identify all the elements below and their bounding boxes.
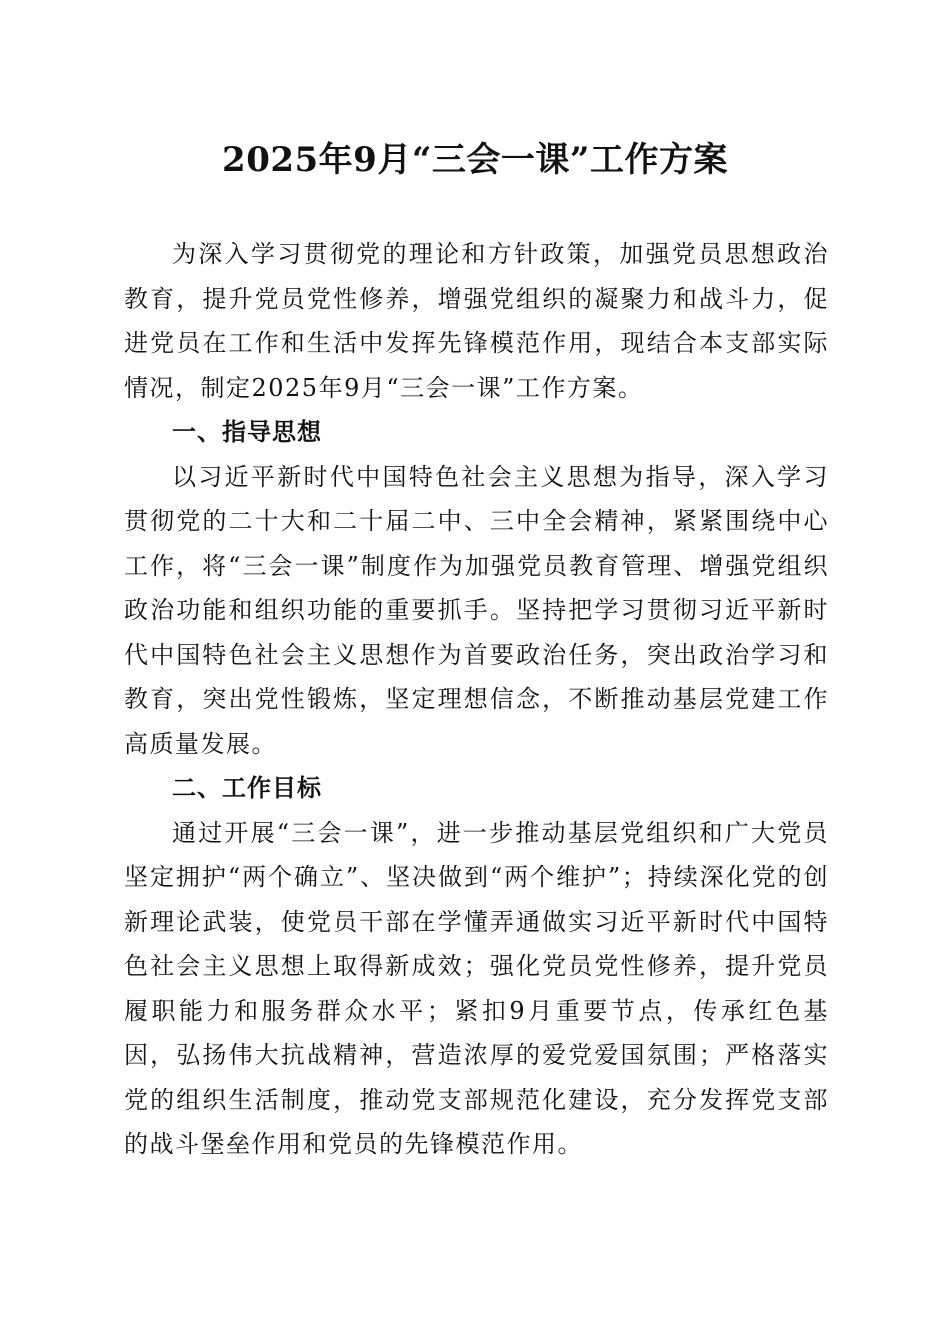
document-title: 2025年9月“三会一课”工作方案	[222, 140, 728, 180]
section-paragraph-guiding-ideology: 以习近平新时代中国特色社会主义思想为指导，深入学习贯彻党的二十大和二十届二中、三中全会精神，紧紧围绕中心工作，将“三会一课”制度作为加强党员教育管理、增强党组织政治功能和组织功能的重要抓手。坚持把学习贯彻习近平新时代中国特色社会主义思想作为首要政治任务，突出政治学习和教育，突出党性锻炼，坚定理想信念，不断推动基层党建工作高质量发展。	[124, 462, 829, 758]
section-heading-guiding-ideology: 一、指导思想	[172, 418, 322, 446]
document-body	[124, 232, 829, 1167]
section-heading-work-goals: 二、工作目标	[172, 774, 322, 802]
intro-paragraph: 为深入学习贯彻党的理论和方针政策，加强党员思想政治教育，提升党员党性修养，增强党组织的凝聚力和战斗力，促进党员在工作和生活中发挥先锋模范作用，现结合本支部实际情况，制定2025年9月“三会一课”工作方案。	[124, 240, 829, 402]
section-paragraph-work-goals: 通过开展“三会一课”，进一步推动基层党组织和广大党员坚定拥护“两个确立”、坚决做到“两个维护”；持续深化党的创新理论武装，使党员干部在学懂弄通做实习近平新时代中国特色社会主义思想上取得新成效；强化党员党性修养，提升党员履职能力和服务群众水平；紧扣9月重要节点，传承红色基因，弘扬伟大抗战精神，营造浓厚的爱党爱国氛围；严格落实党的组织生活制度，推动党支部规范化建设，充分发挥党支部的战斗堡垒作用和党员的先锋模范作用。	[124, 818, 829, 1158]
